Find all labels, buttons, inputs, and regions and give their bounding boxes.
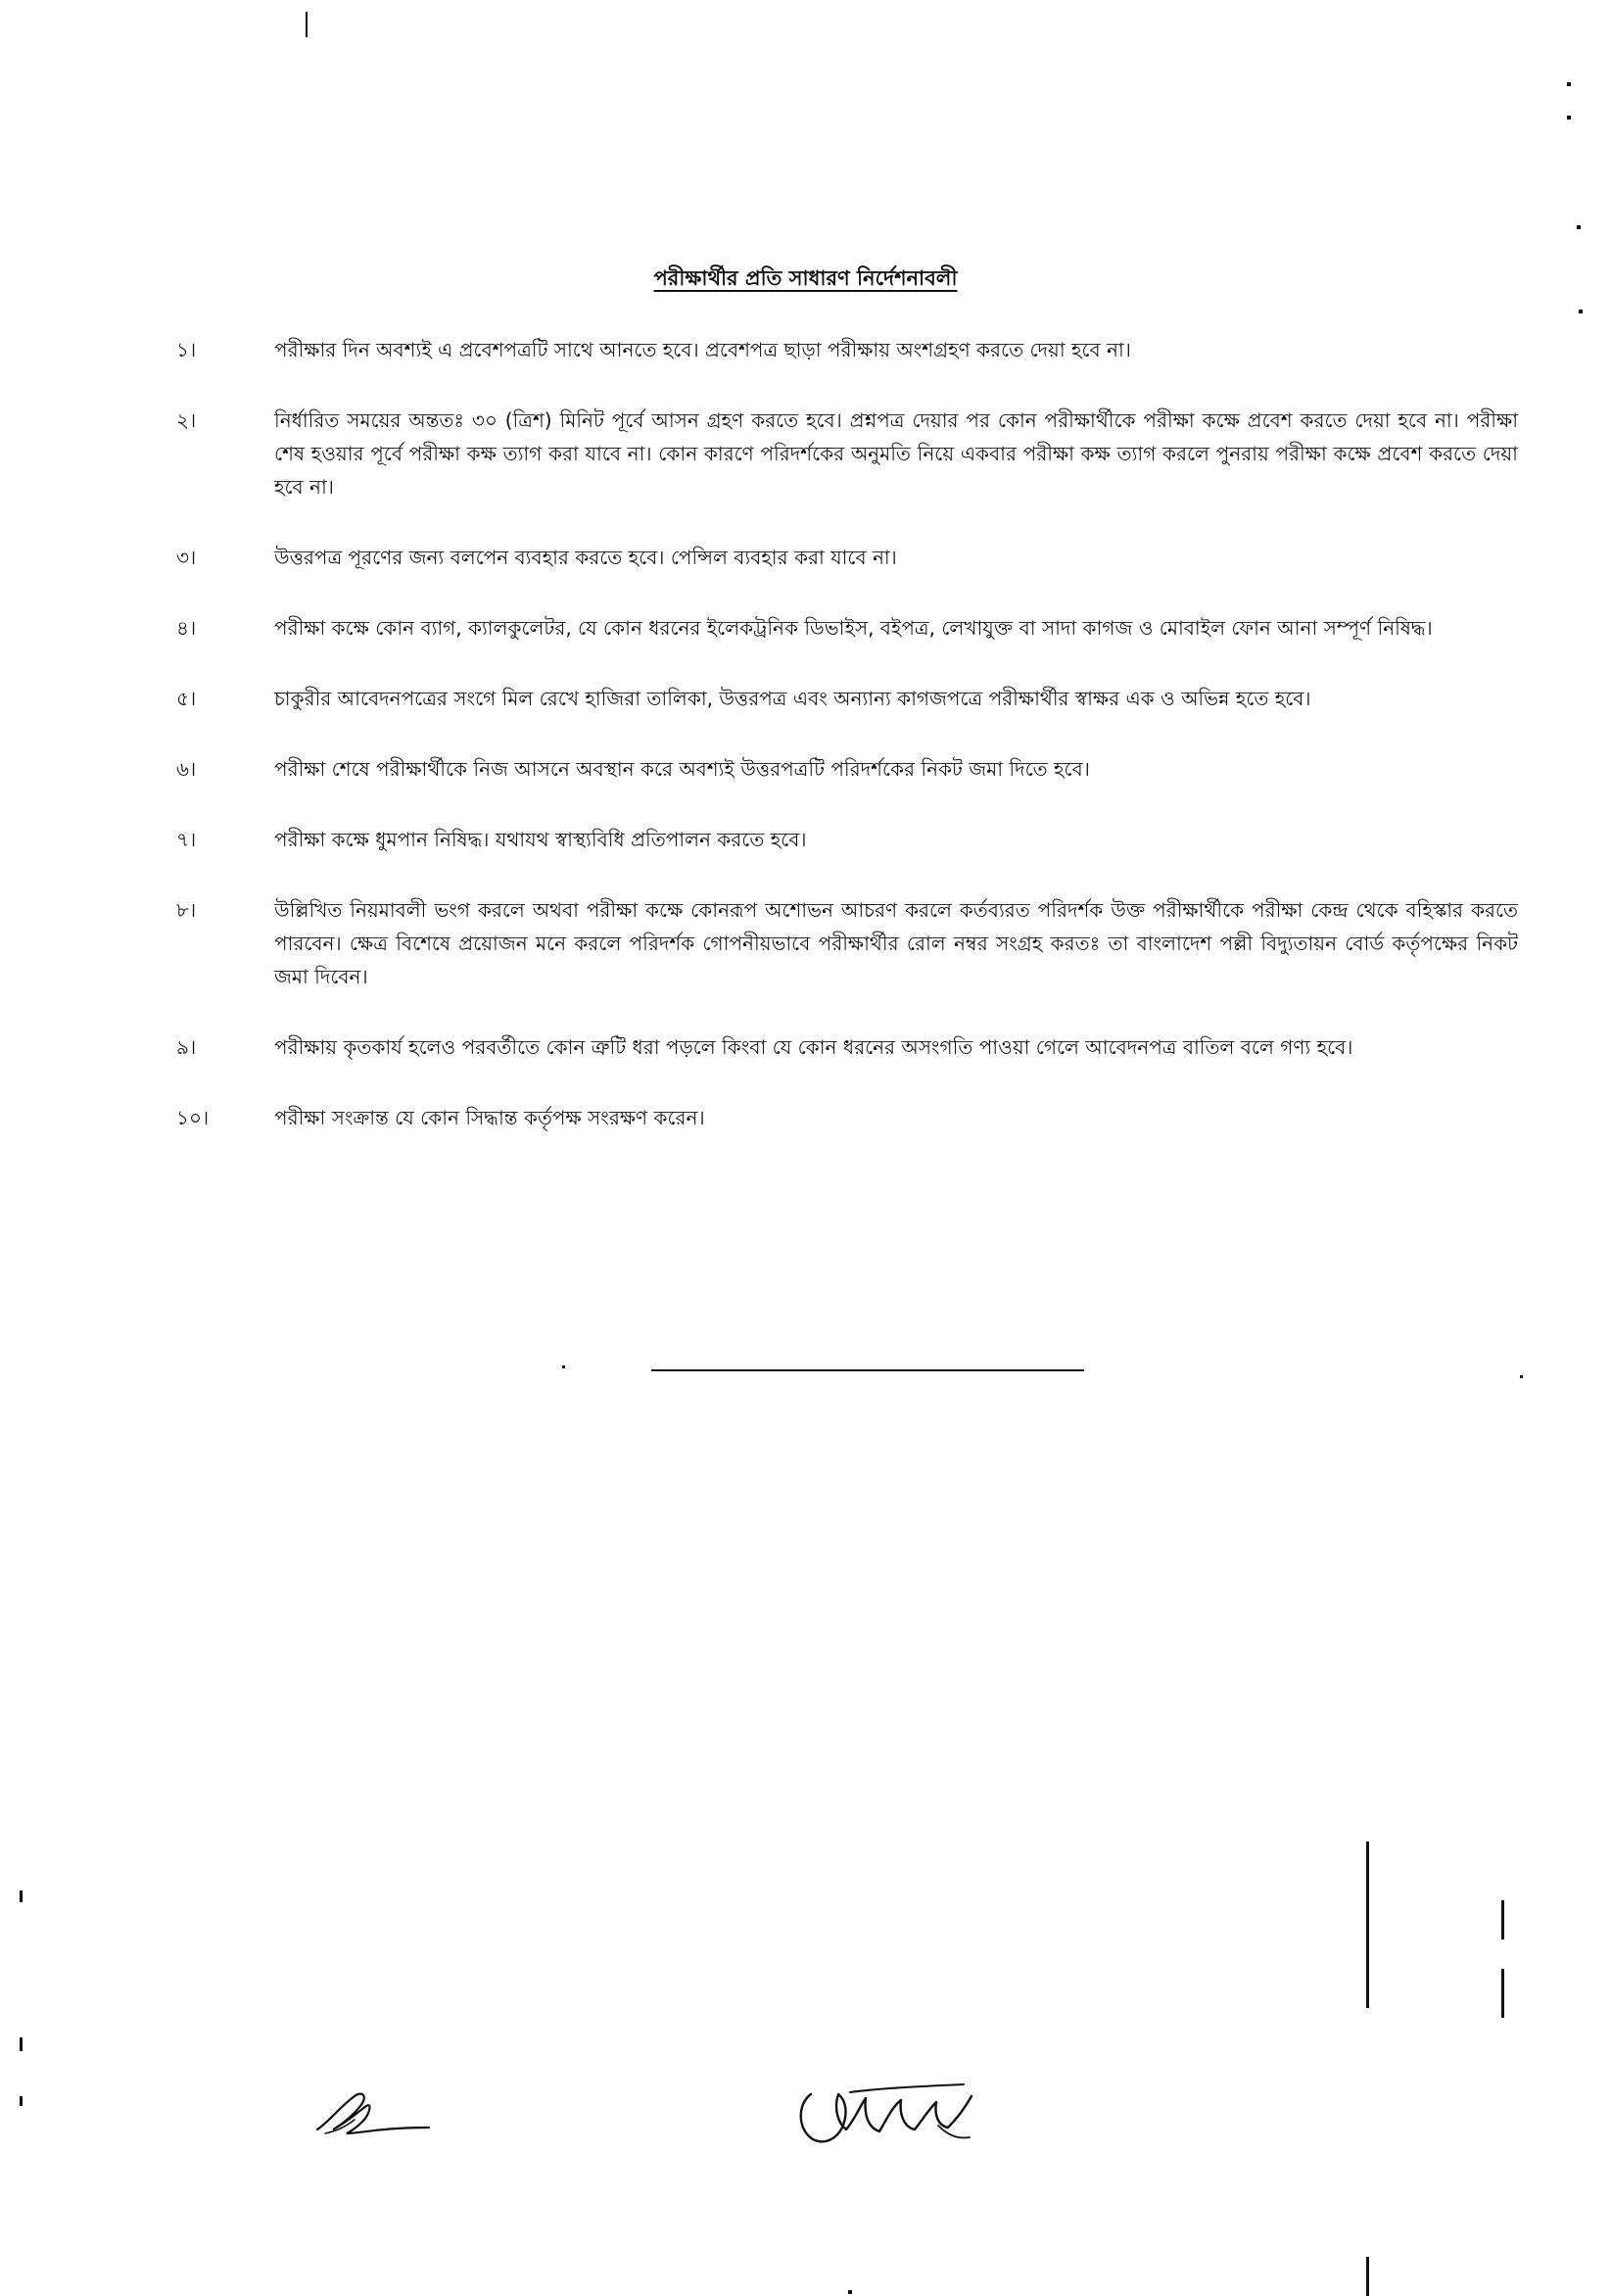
instruction-text: উত্তরপত্র পূরণের জন্য বলপেন ব্যবহার করতে হবে। পেন্সিল ব্যবহার করা যাবে না।	[274, 546, 897, 569]
instruction-text: পরীক্ষার দিন অবশ্যই এ প্রবেশপত্রটি সাথে আনতে হবে। প্রবেশপত্র ছাড়া পরীক্ষায় অংশগ্রহণ করতে দেয়া হবে না।	[274, 338, 1131, 361]
scan-artifact-dot	[562, 1365, 565, 1368]
instruction-number: ৪।	[176, 616, 197, 640]
instruction-item	[176, 541, 1518, 574]
instruction-text: পরীক্ষা কক্ষে কোন ব্যাগ, ক্যালকুলেটর, যে কোন ধরনের ইলেকট্রনিক ডিভাইস, বইপত্র, লেখাযুক্ত বা সাদা কাগজ ও মোবাইল ফোন আনা সম্পূর্ণ নিষিদ্ধ।	[274, 616, 1433, 640]
instruction-item	[176, 611, 1518, 645]
scan-artifact-dot	[20, 2037, 23, 2051]
instruction-number: ৫।	[176, 687, 197, 710]
instruction-item	[176, 893, 1518, 993]
instruction-list	[176, 333, 1518, 1172]
scan-artifact-dot	[1577, 225, 1581, 229]
scan-artifact-dot	[20, 1890, 23, 1902]
instruction-item	[176, 1030, 1518, 1064]
scan-artifact-line	[306, 12, 308, 37]
instruction-number: ৮।	[176, 898, 197, 922]
instruction-number: ২।	[176, 408, 197, 432]
closing-divider	[651, 1369, 1084, 1371]
scan-artifact-dot	[1567, 116, 1571, 120]
instruction-item	[176, 1101, 1518, 1134]
instruction-number: ৯।	[176, 1035, 197, 1059]
instruction-text: পরীক্ষা কক্ষে ধুমপান নিষিদ্ধ। যথাযথ স্বাস্থ্যবিধি প্রতিপালন করতে হবে।	[274, 828, 807, 851]
instruction-number: ১।	[176, 338, 197, 361]
instruction-item	[176, 404, 1518, 503]
scan-artifact-dot	[1520, 1375, 1523, 1378]
page-title-text: পরীক্ষার্থীর প্রতি সাধারণ নির্দেশনাবলী	[653, 266, 958, 290]
instruction-item	[176, 333, 1518, 366]
scan-artifact-line	[1366, 1842, 1369, 2008]
instruction-number: ৭।	[176, 828, 197, 851]
scan-artifact-dot	[848, 2290, 852, 2294]
instruction-text: চাকুরীর আবেদনপত্রের সংগে মিল রেখে হাজিরা তালিকা, উত্তরপত্র এবং অন্যান্য কাগজপত্রে পরীক্ষার্থীর স্বাক্ষর এক ও অভিন্ন হতে হবে।	[274, 687, 1311, 710]
left-signature	[311, 2084, 439, 2143]
instruction-text: নির্ধারিত সময়ের অন্ততঃ ৩০ (ত্রিশ) মিনিট পূর্বে আসন গ্রহণ করতে হবে। প্রশ্নপত্র দেয়ার পর কোন পরীক্ষার্থীকে পরীক্ষা কক্ষে প্রবেশ করতে দেয়া হবে না। পরীক্ষা শেষ হওয়ার পূর্বে পরীক্ষা কক্ষ ত্যাগ করা যাবে না। কোন কারণে পরিদর্শকের অনুমতি নিয়ে একবার পরীক্ষা কক্ষ ত্যাগ করলে পুনরায় পরীক্ষা কক্ষে প্রবেশ করতে দেয়া হবে না।	[274, 408, 1518, 499]
instruction-text: পরীক্ষায় কৃতকার্য হলেও পরবর্তীতে কোন ত্রুটি ধরা পড়লে কিংবা যে কোন ধরনের অসংগতি পাওয়া গেলে আবেদনপত্র বাতিল বলে গণ্য হবে।	[274, 1035, 1353, 1059]
instruction-text: পরীক্ষা শেষে পরীক্ষার্থীকে নিজ আসনে অবস্থান করে অবশ্যই উত্তরপত্রটি পরিদর্শকের নিকট জমা দিতে হবে।	[274, 757, 1090, 781]
instruction-text: উল্লিখিত নিয়মাবলী ভংগ করলে অথবা পরীক্ষা কক্ষে কোনরূপ অশোভন আচরণ করলে কর্তব্যরত পরিদর্শক উক্ত পরীক্ষার্থীকে পরীক্ষা কেন্দ্র থেকে বহিস্কার করতে পারবেন। ক্ষেত্র বিশেষে প্রয়োজন মনে করলে পরিদর্শক গোপনীয়ভাবে পরীক্ষার্থীর রোল নম্বর সংগ্রহ করতঃ তা বাংলাদেশ পল্লী বিদ্যুতায়ন বোর্ড কর্তৃপক্ষের নিকট জমা দিবেন।	[274, 898, 1518, 988]
instruction-item	[176, 752, 1518, 786]
right-signature	[791, 2077, 977, 2155]
scan-artifact-line	[1501, 1900, 1504, 1939]
scan-artifact-dot	[1567, 82, 1571, 86]
scan-artifact-line	[1366, 2257, 1369, 2296]
instruction-number: ৬।	[176, 757, 197, 781]
instruction-item	[176, 823, 1518, 856]
instruction-number: ১০।	[176, 1106, 210, 1129]
instruction-text: পরীক্ষা সংক্রান্ত যে কোন সিদ্ধান্ত কর্তৃপক্ষ সংরক্ষণ করেন।	[274, 1106, 705, 1129]
page-title	[0, 263, 1611, 297]
instruction-item	[176, 682, 1518, 715]
scan-artifact-dot	[1579, 310, 1583, 313]
instruction-number: ৩।	[176, 546, 197, 569]
scan-artifact-dot	[20, 2096, 23, 2106]
scan-artifact-line	[1501, 1969, 1504, 2018]
